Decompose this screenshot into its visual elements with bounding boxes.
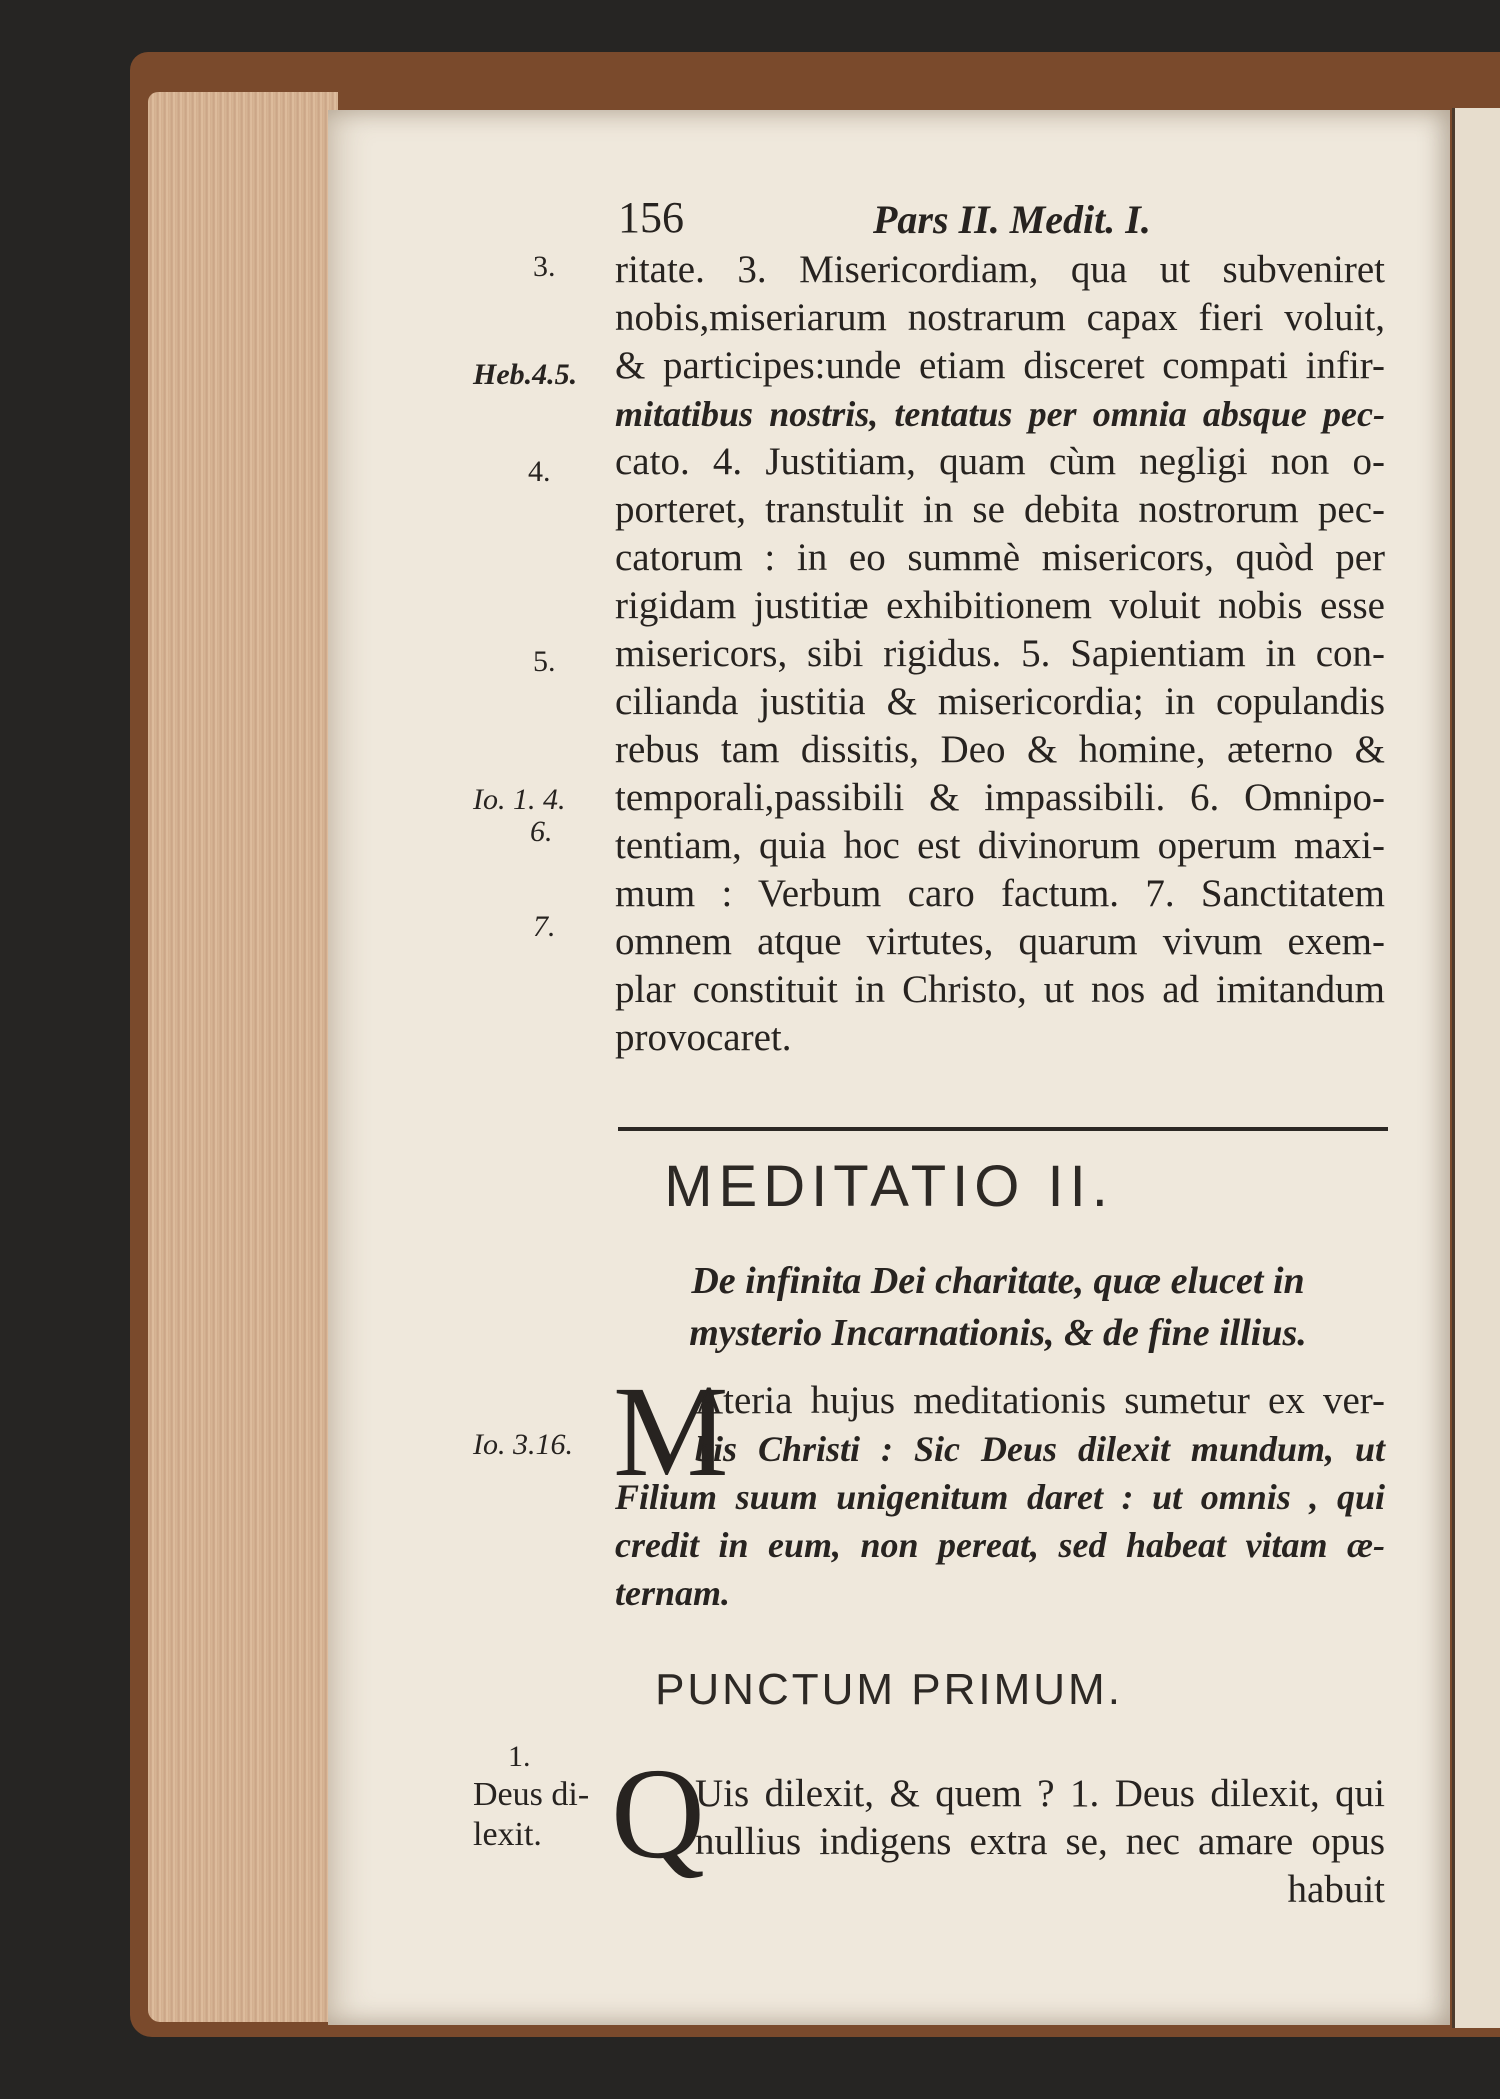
margin-note: 6. [530,815,553,848]
text-line: provocaret. [615,1016,792,1059]
text-line: nobis,miseriarum nostrarum capax fieri voluit, [615,296,1385,339]
page-number: 156 [618,193,684,242]
text-line: mum : Verbum caro factum. 7. Sanctitatem [615,872,1385,915]
point-title: PUNCTUM PRIMUM. [655,1665,1123,1714]
text-line: ritate. 3. Misericordiam, qua ut subveniret [615,248,1385,291]
margin-note: Io. 1. 4. [473,783,566,816]
text-line: ternam. [615,1573,731,1613]
text-line: rigidam justitiæ exhibitionem voluit nobis esse [615,584,1385,627]
margin-note: Heb.4.5. [473,358,578,391]
margin-note: Deus di- [473,1776,590,1813]
drop-cap: M [613,1360,729,1504]
text-line: Filium suum unigenitum daret : ut omnis , qui [615,1477,1385,1517]
text-line: temporali,passibili & impassibili. 6. Omnipo- [615,776,1385,819]
drop-cap: Q [611,1742,705,1886]
text-line: misericors, sibi rigidus. 5. Sapientiam in con- [615,632,1385,675]
text-line: catorum : in eo summè misericors, quòd per [615,536,1385,579]
text-line: tentiam, quia hoc est divinorum operum maxi- [615,824,1385,867]
section-rule [618,1127,1388,1131]
text-line: nullius indigens extra se, nec amare opus [695,1820,1385,1863]
text-line: porteret, transtulit in se debita nostrorum pec- [615,488,1385,531]
text-line: rebus tam dissitis, Deo & homine, æterno & [615,728,1385,771]
text-line: plar constituit in Christo, ut nos ad imitandum [615,968,1385,1011]
margin-note: 4. [528,455,551,488]
margin-note: 5. [533,645,556,678]
text-line: cato. 4. Justitiam, quam cùm negligi non o- [615,440,1385,483]
text-line: & participes:unde etiam disceret compati infir- [615,344,1385,387]
section-title: MEDITATIO II. [664,1154,1114,1219]
margin-note: 3. [533,250,556,283]
margin-note: 1. [508,1740,531,1773]
subtitle-line: mysterio Incarnationis, & de fine illius. [689,1312,1307,1354]
book-page [328,110,1450,2025]
margin-note: 7. [533,910,556,943]
subtitle-line: De infinita Dei charitate, quæ elucet in [691,1260,1305,1302]
text-line: Uis dilexit, & quem ? 1. Deus dilexit, qui [695,1772,1385,1815]
next-page-edge [1452,108,1500,2028]
page-edges [148,92,338,2022]
margin-note: Io. 3.16. [473,1428,573,1461]
text-line: omnem atque virtutes, quarum vivum exem- [615,920,1385,963]
text-line: habuit [1287,1868,1385,1911]
text-line: bis Christi : Sic Deus dilexit mundum, ut [695,1429,1385,1469]
text-line: Ateria hujus meditationis sumetur ex ver- [695,1379,1385,1422]
text-line: credit in eum, non pereat, sed habeat vitam æ- [615,1525,1385,1565]
text-line: cilianda justitia & misericordia; in copulandis [615,680,1385,723]
running-title: Pars II. Medit. I. [873,197,1151,242]
margin-note: lexit. [473,1816,542,1853]
text-line: mitatibus nostris, tentatus per omnia absque pec- [615,394,1385,434]
